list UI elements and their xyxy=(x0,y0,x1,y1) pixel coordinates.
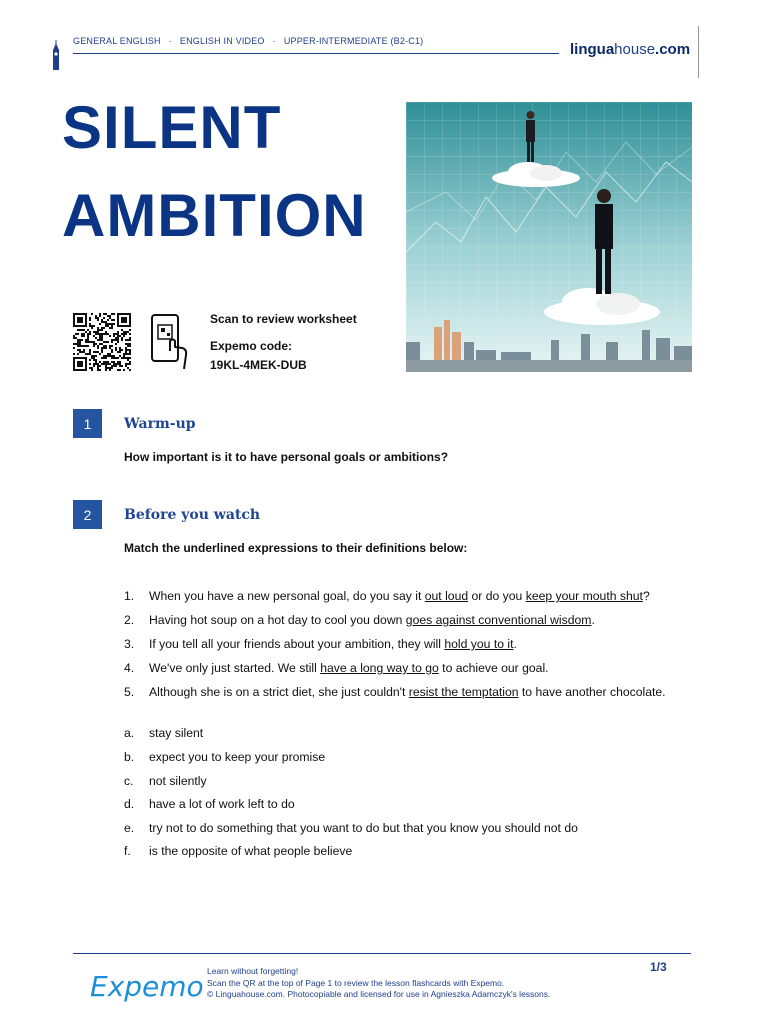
hero-image xyxy=(406,102,692,372)
section-number-badge: 2 xyxy=(73,500,102,529)
breadcrumb-item[interactable]: GENERAL ENGLISH xyxy=(73,36,161,46)
svg-text:Expemo: Expemo xyxy=(90,970,204,1003)
section-title-before-you-watch: Before you watch xyxy=(124,507,261,523)
page-title-line-2: AMBITION xyxy=(62,182,367,249)
section-number-badge: 1 xyxy=(73,409,102,438)
big-ben-icon xyxy=(50,40,62,70)
underlined-expression: hold you to it xyxy=(444,637,514,651)
linguahouse-logo[interactable]: linguahouse.com xyxy=(570,41,691,58)
section-title-warm-up: Warm-up xyxy=(124,416,196,432)
expemo-code-label: Expemo code: xyxy=(210,339,293,353)
qr-code-icon[interactable] xyxy=(73,313,133,371)
underlined-expression: have a long way to go xyxy=(320,661,439,675)
page-number: 1/3 xyxy=(650,960,667,974)
matching-instruction: Match the underlined expressions to their definitions below: xyxy=(124,541,468,555)
header-divider xyxy=(73,53,559,54)
breadcrumb-item[interactable]: UPPER-INTERMEDIATE (B2-C1) xyxy=(283,36,424,46)
breadcrumb-item[interactable]: ENGLISH IN VIDEO xyxy=(179,36,265,46)
scan-instruction: Scan to review worksheet xyxy=(210,312,357,326)
underlined-expression: keep your mouth shut xyxy=(525,589,643,603)
breadcrumb: GENERAL ENGLISH · ENGLISH IN VIDEO · UPPER-INTERMEDIATE (B2-C1) xyxy=(73,36,424,46)
underlined-expression: goes against conventional wisdom xyxy=(405,613,592,627)
expemo-code-value: 19KL-4MEK-DUB xyxy=(210,358,307,372)
footer-text: Learn without forgetting! Scan the QR at the top of Page 1 to review the lesson flashcards with Expemo. © Linguahouse.com. Photocopiable and licensed for use in Agnieszka Adamczyk's lessons. xyxy=(207,966,551,999)
page-title-line-1: SILENT xyxy=(62,94,282,161)
underlined-expression: resist the temptation xyxy=(408,685,519,699)
phone-scan-icon xyxy=(150,313,192,371)
warm-up-question: How important is it to have personal goals or ambitions? xyxy=(124,450,449,464)
header-vertical-rule xyxy=(698,26,699,78)
expemo-logo[interactable] xyxy=(88,958,204,1012)
underlined-expression: out loud xyxy=(424,589,469,603)
footer-divider xyxy=(73,953,691,954)
